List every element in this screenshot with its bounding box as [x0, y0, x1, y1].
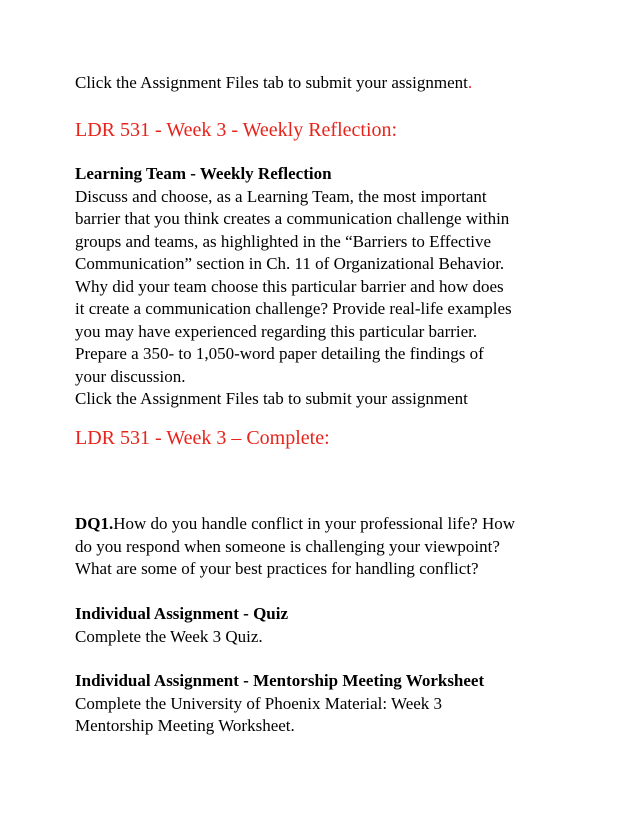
- body-line: your discussion.: [75, 366, 186, 386]
- learning-team-title: Learning Team - Weekly Reflection: [75, 164, 332, 183]
- body-line: Click the Assignment Files tab to submit your assignment: [75, 389, 468, 408]
- intro-instruction: [75, 72, 472, 95]
- section-weekly-reflection-heading: LDR 531 - Week 3 - Weekly Reflection:: [75, 119, 398, 141]
- section-complete-heading-wrap: [75, 425, 330, 451]
- intro-trailing-dot: .: [467, 73, 473, 92]
- body-line: groups and teams, as highlighted in the “Barriers to Effective: [75, 231, 492, 251]
- intro-text: Click the Assignment Files tab to submit your assignment: [75, 73, 468, 92]
- quiz-block: [75, 603, 288, 648]
- dq1-first-line: [75, 513, 515, 536]
- section-weekly-reflection-heading-wrap: [75, 117, 397, 143]
- dq1-label: DQ1.: [75, 514, 114, 533]
- learning-team-block: [75, 163, 512, 411]
- body-line: Prepare a 350- to 1,050-word paper detailing the findings of: [75, 344, 484, 363]
- body-line: barrier that you think creates a communication challenge within: [75, 209, 510, 228]
- quiz-title: Individual Assignment - Quiz: [75, 604, 289, 623]
- body-line: Communication” section in Ch. 11 of Organizational Behavior.: [75, 254, 505, 273]
- body-line: it create a communication challenge? Provide real-life examples: [75, 299, 512, 318]
- dq1-line: What are some of your best practices for handling conflict?: [75, 559, 479, 578]
- mentorship-line: Complete the University of Phoenix Material: Week 3: [75, 693, 443, 713]
- body-line: you may have experienced regarding this particular barrier.: [75, 321, 478, 341]
- intro-line: [75, 72, 472, 95]
- quiz-line: Complete the Week 3 Quiz.: [75, 626, 263, 646]
- mentorship-title: Individual Assignment - Mentorship Meeting Worksheet: [75, 671, 485, 690]
- body-line: Why did your team choose this particular barrier and how does: [75, 276, 504, 296]
- dq1-line: do you respond when someone is challenging your viewpoint?: [75, 536, 500, 556]
- body-line: Discuss and choose, as a Learning Team, the most important: [75, 186, 487, 206]
- section-complete-heading: LDR 531 - Week 3 – Complete:: [75, 427, 330, 449]
- mentorship-line: Mentorship Meeting Worksheet.: [75, 716, 295, 735]
- dq1-block: [75, 513, 515, 581]
- mentorship-block: [75, 670, 484, 738]
- dq1-question-start: How do you handle conflict in your professional life? How: [113, 514, 516, 533]
